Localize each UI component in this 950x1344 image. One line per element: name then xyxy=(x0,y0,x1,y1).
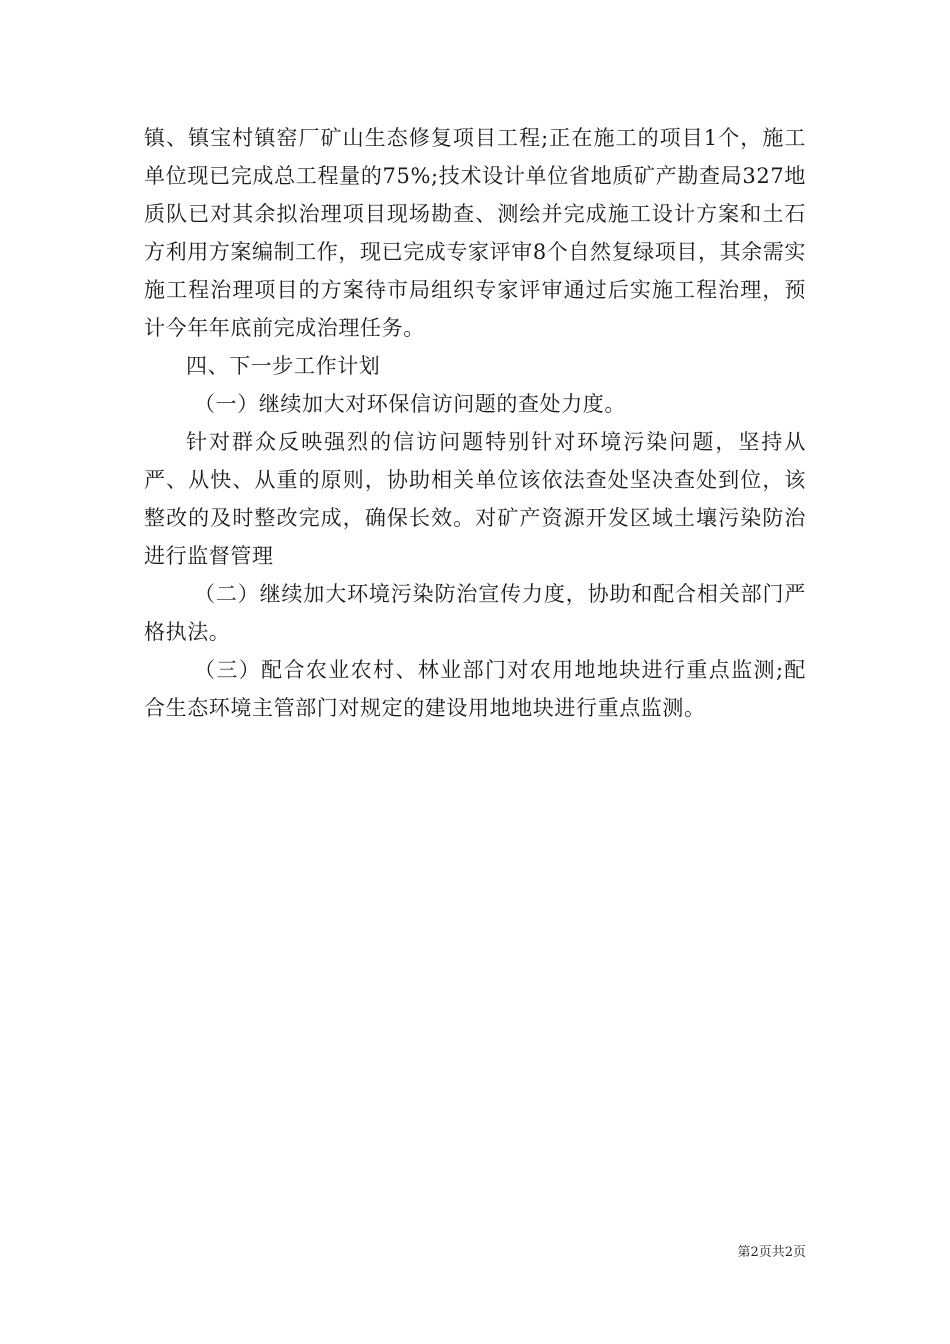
paragraph-petition-details: 针对群众反映强烈的信访问题特别针对环境污染问题，坚持从严、从快、从重的原则，协助相关单位该依法查处坚决查处到位，该整改的及时整改完成，确保长效。对矿产资源开发区域土壤污染防治进行监督管理 xyxy=(144,430,806,568)
subheading-monitoring: （三）配合农业农村、林业部门对农用地地块进行重点监测;配合生态环境主管部门对规定的建设用地地块进行重点监测。 xyxy=(144,658,806,720)
section-heading-next-steps: 四、下一步工作计划 xyxy=(186,354,381,378)
document-body xyxy=(144,119,806,727)
page-number-footer: 第2页共2页 xyxy=(737,1245,806,1260)
subheading-petition-handling: （一）继续加大对环保信访问题的查处力度。 xyxy=(194,392,626,416)
subheading-publicity: （二）继续加大环境污染防治宣传力度，协助和配合相关部门严格执法。 xyxy=(144,582,806,644)
paragraph-project-status: 镇、镇宝村镇窑厂矿山生态修复项目工程;正在施工的项目1个，施工单位现已完成总工程量的75%;技术设计单位省地质矿产勘查局327地质队已对其余拟治理项目现场勘查、测绘并完成施工设计方案和土石方利用方案编制工作，现已完成专家评审8个自然复绿项目，其余需实施工程治理项目的方案待市局组织专家评审通过后实施工程治理，预计今年年底前完成治理任务。 xyxy=(144,126,806,340)
